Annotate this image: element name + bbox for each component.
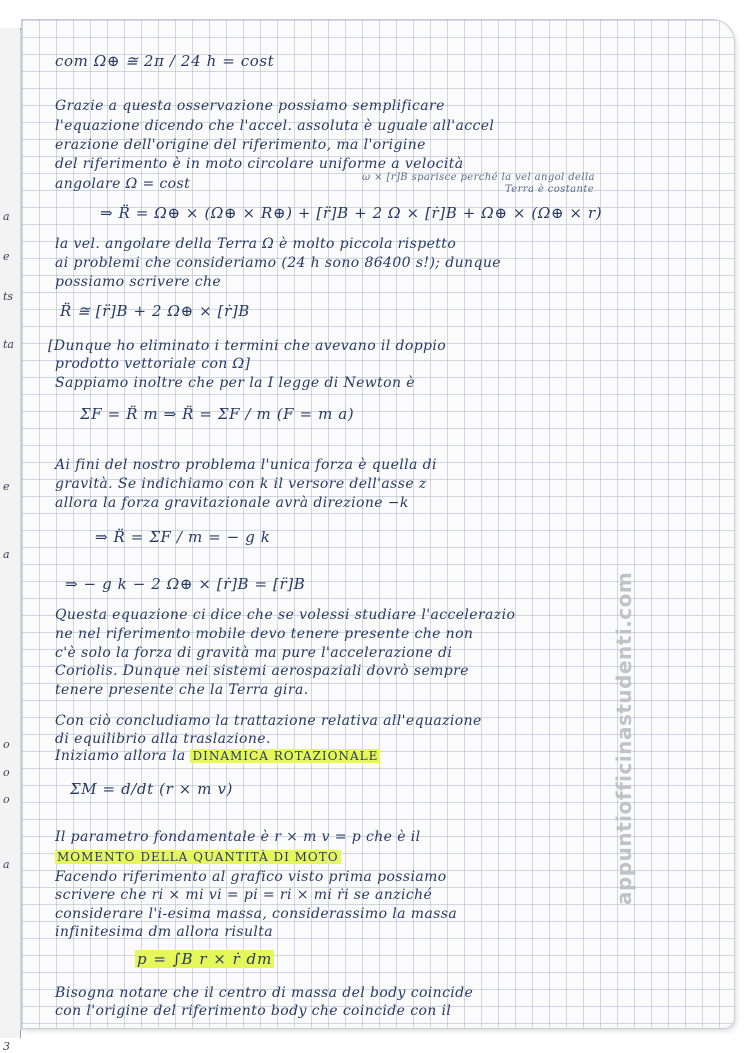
text-line: prodotto vettoriale con Ω] xyxy=(55,356,251,372)
text-line: ne nel riferimento mobile devo tenere presente che non xyxy=(55,626,474,642)
previous-page-edge xyxy=(0,28,21,1053)
text-line: ai problemi che consideriamo (24 h sono 86400 s!); dunque xyxy=(55,255,501,271)
equation-line: ΣF = R̈ m ⇒ R̈ = ΣF / m (F = m a) xyxy=(80,405,355,423)
equation-line: ΣM = d/dt (r × m v) xyxy=(70,780,233,798)
text-line: Sappiamo inoltre che per la I legge di Newton è xyxy=(55,375,415,391)
text-line: infinitesima dm allora risulta xyxy=(55,924,274,940)
margin-note: ω × [r]B sparisce perché la vel angol della xyxy=(362,172,595,183)
text-line: [Dunque ho eliminato i termini che avevano il doppio xyxy=(48,338,447,354)
equation-line: ⇒ − g k − 2 Ω⊕ × [ṙ]B = [r̈]B xyxy=(65,575,306,593)
text-line: Coriolis. Dunque nei sistemi aerospaziali dovrò sempre xyxy=(55,663,469,679)
text-line: Questa equazione ci dice che se volessi studiare l'accelerazio xyxy=(55,607,516,623)
equation-line: ⇒ R̈ = ΣF / m = − g k xyxy=(95,528,271,546)
left-page-mark: o xyxy=(3,766,10,779)
text-line: gravità. Se indichiamo con k il versore dell'asse z xyxy=(55,476,427,492)
text-line: considerare l'i-esima massa, considerassimo la massa xyxy=(55,906,458,922)
text-line: Grazie a questa osservazione possiamo semplificare xyxy=(55,98,445,114)
text-line: angolare Ω = cost xyxy=(55,176,191,192)
text-line: allora la forza gravitazionale avrà direzione −k xyxy=(55,495,409,511)
left-page-mark: a xyxy=(3,210,10,223)
text-line: Facendo riferimento al grafico visto prima possiamo xyxy=(55,869,447,885)
text-line: tenere presente che la Terra gira. xyxy=(55,682,309,698)
left-page-mark: a xyxy=(3,548,10,561)
left-page-mark: ts xyxy=(3,290,14,303)
text-line: la vel. angolare della Terra Ω è molto piccola rispetto xyxy=(55,236,457,252)
text-line: erazione dell'origine del riferimento, ma l'origine xyxy=(55,137,426,153)
text-line: Bisogna notare che il centro di massa del body coincide xyxy=(55,985,474,1001)
margin-note: Terra è costante xyxy=(505,184,595,195)
left-page-mark: o xyxy=(3,793,10,806)
left-page-mark: ta xyxy=(3,338,14,351)
text-line: Ai fini del nostro problema l'unica forza è quella di xyxy=(55,457,437,473)
text-line xyxy=(55,748,380,764)
left-page-mark: a xyxy=(3,858,10,871)
text-line: l'equazione dicendo che l'accel. assoluta è uguale all'accel xyxy=(55,118,495,134)
text-line: con l'origine del riferimento body che coincide con il xyxy=(55,1003,452,1019)
highlighted-equation: p = ∫B r × ṙ dm xyxy=(137,950,273,968)
text-line: del riferimento è in moto circolare uniforme a velocità xyxy=(55,156,464,172)
text-line: com Ω⊕ ≅ 2π / 24 h = cost xyxy=(55,52,275,70)
text-fragment: Iniziamo allora la xyxy=(55,748,186,764)
text-line: Il parametro fondamentale è r × m v = p che è il xyxy=(55,829,421,845)
left-page-mark: e xyxy=(3,480,10,493)
equation-line: ⇒ R̈ = Ω⊕ × (Ω⊕ × R⊕) + [r̈]B + 2 Ω × [ṙ]B + Ω⊕ × (Ω⊕ × r) xyxy=(100,204,603,222)
left-page-mark: 3 xyxy=(3,1040,10,1053)
text-line: c'è solo la forza di gravità ma pure l'accelerazione di xyxy=(55,645,453,661)
left-page-mark: e xyxy=(3,250,10,263)
text-line: possiamo scrivere che xyxy=(55,274,222,290)
equation-line xyxy=(135,950,274,968)
text-line xyxy=(55,849,341,865)
highlighted-heading: DINAMICA ROTAZIONALE xyxy=(192,749,379,763)
highlighted-heading: MOMENTO DELLA QUANTITÀ DI MOTO xyxy=(57,850,339,864)
text-line: Con ciò concludiamo la trattazione relativa all'equazione xyxy=(55,713,482,729)
watermark: appuntiofficinastudenti.com xyxy=(612,571,636,905)
left-page-mark: o xyxy=(3,738,10,751)
equation-line: R̈ ≅ [r̈]B + 2 Ω⊕ × [ṙ]B xyxy=(60,302,250,320)
text-line: di equilibrio alla traslazione. xyxy=(55,731,271,747)
text-line: scrivere che ri × mi vi = pi = ri × mi ṙi se anziché xyxy=(55,887,433,903)
